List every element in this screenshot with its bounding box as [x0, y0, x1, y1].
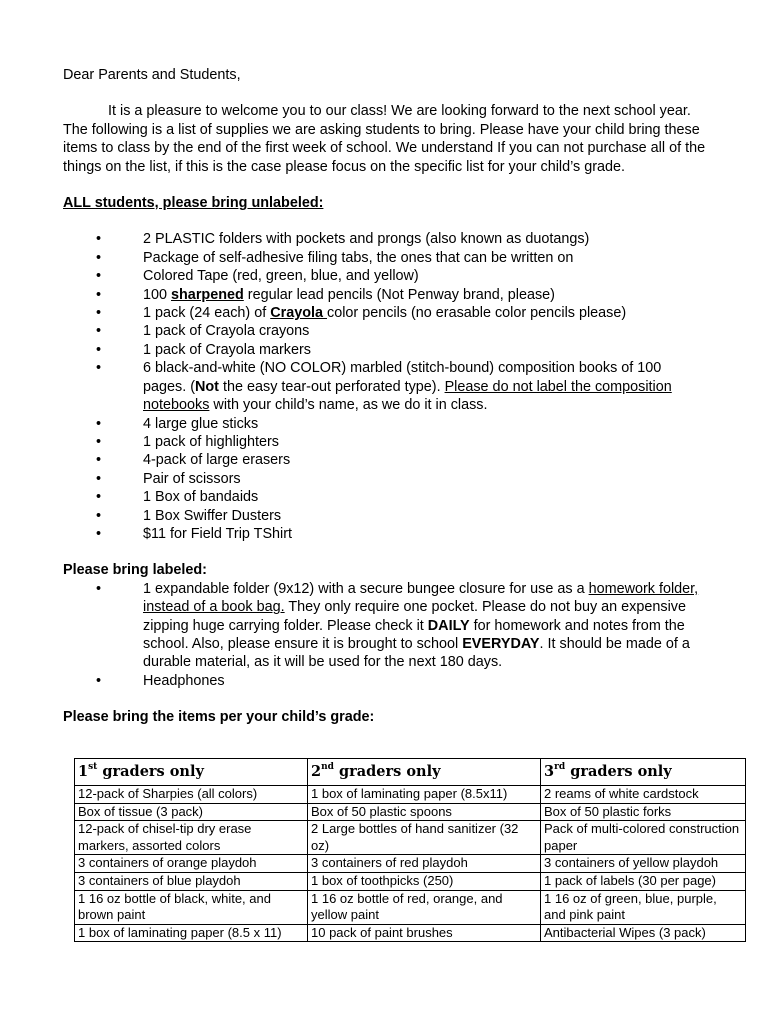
list-item: • 1 Box Swiffer Dusters [63, 507, 708, 525]
table-row [75, 786, 746, 804]
emphasis-daily: DAILY [427, 617, 470, 634]
list-item: • Colored Tape (red, green, blue, and yellow) [63, 267, 708, 285]
labeled-list [63, 580, 708, 690]
table-row [75, 872, 746, 890]
list-item: • 1 pack of highlighters [63, 433, 708, 451]
table-cell: 3 containers of yellow playdoh [541, 855, 746, 873]
table-cell: Antibacterial Wipes (3 pack) [541, 924, 746, 942]
list-item: • Headphones [63, 672, 708, 690]
table-header-row [75, 759, 746, 786]
table-row [75, 924, 746, 942]
all-students-list [63, 230, 708, 543]
table-cell: 2 Large bottles of hand sanitizer (32 oz) [308, 821, 541, 855]
list-item: • 2 PLASTIC folders with pockets and prongs (also known as duotangs) [63, 230, 708, 248]
table-cell: Box of 50 plastic spoons [308, 803, 541, 821]
table-cell: 12-pack of Sharpies (all colors) [75, 786, 308, 804]
salutation: Dear Parents and Students, [63, 67, 241, 83]
table-row [75, 821, 746, 855]
labeled-heading: Please bring labeled: [63, 562, 207, 579]
table-cell: 1 16 oz of green, blue, purple, and pink paint [541, 890, 746, 924]
list-item: • Pair of scissors [63, 470, 708, 488]
list-item: • 4 large glue sticks [63, 415, 708, 433]
emphasis-sharpened: sharpened [171, 286, 244, 303]
list-item: • $11 for Field Trip TShirt [63, 525, 708, 543]
table-cell: 1 box of laminating paper (8.5x11) [308, 786, 541, 804]
table-row [75, 803, 746, 821]
table-cell: 1 box of laminating paper (8.5 x 11) [75, 924, 308, 942]
table-row [75, 855, 746, 873]
table-cell: 10 pack of paint brushes [308, 924, 541, 942]
column-header-second-grade: 2nd graders only [308, 759, 541, 786]
table-cell: 3 containers of red playdoh [308, 855, 541, 873]
list-item: • 4-pack of large erasers [63, 451, 708, 469]
table-cell: 1 pack of labels (30 per page) [541, 872, 746, 890]
table-cell: Pack of multi-colored construction paper [541, 821, 746, 855]
letter [63, 66, 708, 745]
label-warning: Please do not label the composition notebooks [143, 378, 672, 414]
list-item: • 1 expandable folder (9x12) with a secure bungee closure for use as a homework folder, instead of a book bag. They only require one pocket. Please do not buy an expensive zipping huge carrying folder. Please check it DAILY for homework and notes from the school. Also, please ensure it is brought to school EVERYDAY. It should be made of a durable material, as it will be used for the next 180 days. [63, 580, 708, 672]
grade-table [74, 758, 746, 942]
intro-paragraph: It is a pleasure to welcome you to our class! We are looking forward to the next school year. The following is a list of supplies we are asking students to bring. Please have your child bring these items to class by the end of the first week of school. We understand If you can not purchase all of the things on the list, if this is the case please focus on the specific list for your child’s grade. [63, 103, 706, 175]
table-cell: Box of tissue (3 pack) [75, 803, 308, 821]
emphasis-crayola: Crayola [270, 305, 327, 322]
list-item: • 1 pack of Crayola crayons [63, 322, 708, 340]
table-cell: 3 containers of blue playdoh [75, 872, 308, 890]
list-item: • 1 pack of Crayola markers [63, 341, 708, 359]
list-item: • Package of self-adhesive filing tabs, the ones that can be written on [63, 249, 708, 267]
table-cell: 12-pack of chisel-tip dry erase markers, assorted colors [75, 821, 308, 855]
table-row [75, 890, 746, 924]
list-item: • 1 pack (24 each) of Crayola color pencils (no erasable color pencils please) [63, 304, 708, 322]
table-cell: 1 16 oz bottle of black, white, and brown paint [75, 890, 308, 924]
grade-heading: Please bring the items per your child’s grade: [63, 709, 375, 726]
emphasis-everyday: EVERYDAY [462, 635, 540, 652]
table-cell: 1 16 oz bottle of red, orange, and yellow paint [308, 890, 541, 924]
all-students-heading: ALL students, please bring unlabeled: [63, 195, 324, 212]
list-item: • 1 Box of bandaids [63, 488, 708, 506]
emphasis-not: Not [195, 378, 219, 395]
list-item: • 6 black-and-white (NO COLOR) marbled (stitch-bound) composition books of 100 pages. (Not the easy tear-out perforated type). Please do not label the composition notebooks with your child’s name, as we do it in class. [63, 359, 708, 414]
table-cell: Box of 50 plastic forks [541, 803, 746, 821]
column-header-third-grade: 3rd graders only [541, 759, 746, 786]
list-item: • 100 sharpened regular lead pencils (Not Penway brand, please) [63, 286, 708, 304]
table-cell: 2 reams of white cardstock [541, 786, 746, 804]
homework-folder-note: homework folder, instead of a book bag. [143, 580, 699, 616]
table-cell: 3 containers of orange playdoh [75, 855, 308, 873]
table-cell: 1 box of toothpicks (250) [308, 872, 541, 890]
column-header-first-grade: 1st graders only [75, 759, 308, 786]
